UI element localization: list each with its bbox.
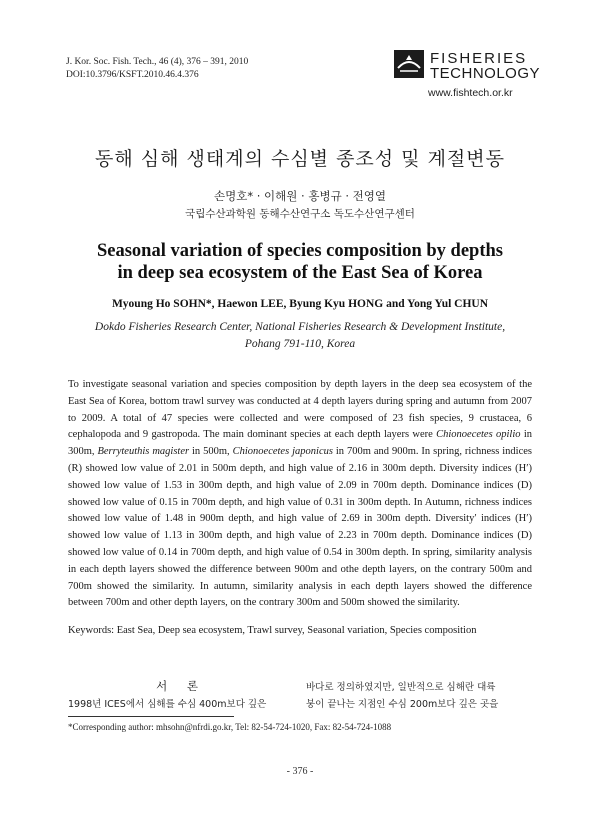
title-english bbox=[0, 240, 600, 284]
corresponding-author-footnote: *Corresponding author: mhsohn@nfrdi.go.kr, Tel: 82-54-724-1020, Fax: 82-54-724-1088 bbox=[68, 722, 392, 732]
section-heading-introduction: 서 론 bbox=[156, 679, 206, 693]
title-korean: 동해 심해 생태계의 수심별 종조성 및 계절변동 bbox=[95, 148, 505, 170]
journal-citation: J. Kor. Soc. Fish. Tech., 46 (4), 376 – 391, 2010 bbox=[66, 57, 249, 67]
keywords: Keywords: East Sea, Deep sea ecosystem, Trawl survey, Seasonal variation, Species composition bbox=[68, 625, 477, 636]
abstract-text: in 300m, bbox=[68, 429, 533, 458]
intro-left-column bbox=[68, 696, 298, 710]
species-name: Chionoecetes japonicus bbox=[232, 446, 333, 458]
affiliation-english bbox=[0, 319, 600, 353]
intro-right-line: 붕이 끝나는 지점인 수심 200m보다 깊은 곳을 bbox=[306, 699, 499, 710]
journal-doi: DOI:10.3796/KSFT.2010.46.4.376 bbox=[66, 70, 199, 80]
authors-korean: 손명호* · 이해원 · 홍병규 · 전영열 bbox=[214, 189, 386, 203]
logo-text-line1: FISHERIES bbox=[430, 50, 528, 67]
logo-text-line2: TECHNOLOGY bbox=[430, 65, 541, 82]
abstract-text: in 500m, bbox=[189, 446, 233, 458]
journal-url: www.fishtech.or.kr bbox=[428, 87, 513, 99]
affiliation-english-line2: Pohang 791-110, Korea bbox=[244, 338, 356, 350]
journal-logo bbox=[394, 50, 541, 102]
abstract-text: in 700m and 900m. In spring, richness indices (R) showed low value of 2.01 in 500m depth, and high value of 2.16 in 300m depth. Diversity indices (H′) showed low value of 1.53 in 300m depth, and high value of 2.09 in 700m depth. Dominance indices (D) showed low value of 0.15 in 700m depth, and high value of 0.31 in 300m depth. In Autumn, richness indices showed low value of 1.48 in 900m depth, and high value of 2.69 in 300m depth. Diversity′ indices (H′) showed low value of 1.13 in 300m depth, and high value of 2.23 in 700m depth. Dominance indices (D) showed low value of 0.14 in 700m depth, and high value of 0.54 in 300m depth. In spring, similarity analysis in each depth layers showed the difference between 900m and othe depth layers, on the contrary 500m and 700m showed the similarity. In autumn, similarity analysis in each depth layers showed the difference between 700m and other depth layers, on the contrary 300m and 500m showed the similarity. bbox=[68, 446, 533, 609]
footnote-divider bbox=[68, 716, 234, 717]
logo-emblem-icon bbox=[394, 50, 424, 78]
title-english-line2: in deep sea ecosystem of the East Sea of Korea bbox=[117, 263, 483, 283]
affiliation-english-line1: Dokdo Fisheries Research Center, National Fisheries Research & Development Institute, bbox=[94, 321, 506, 333]
title-english-line1: Seasonal variation of species composition by depths bbox=[96, 241, 503, 261]
intro-right-line: 바다로 정의하였지만, 일반적으로 심해란 대륙 bbox=[306, 682, 496, 693]
species-name: Berryteuthis magister bbox=[97, 446, 190, 458]
abstract-text: To investigate seasonal variation and species composition by depth layers in the deep sea ecosystem of the East Sea of Korea, bottom trawl survey was conducted at 4 depth layers during spring and autumn from 2007 to 2009. A total of 47 species were collected and were composed of 23 fish species, 9 crustacea, 6 cephalopoda and 9 gastropoda. The main dominant species at each depth layers were bbox=[68, 379, 532, 441]
abstract bbox=[68, 377, 532, 612]
species-name: Chionoecetes opilio bbox=[436, 429, 521, 441]
authors-english: Myoung Ho SOHN*, Haewon LEE, Byung Kyu HONG and Yong Yul CHUN bbox=[111, 298, 489, 310]
page-number: - 376 - bbox=[286, 766, 314, 777]
intro-right-column bbox=[306, 679, 532, 713]
affiliation-korean: 국립수산과학원 동해수산연구소 독도수산연구센터 bbox=[185, 208, 415, 220]
journal-info bbox=[66, 56, 248, 82]
intro-left-line: 1998년 ICES에서 심해를 수심 400m보다 깊은 bbox=[68, 699, 267, 710]
